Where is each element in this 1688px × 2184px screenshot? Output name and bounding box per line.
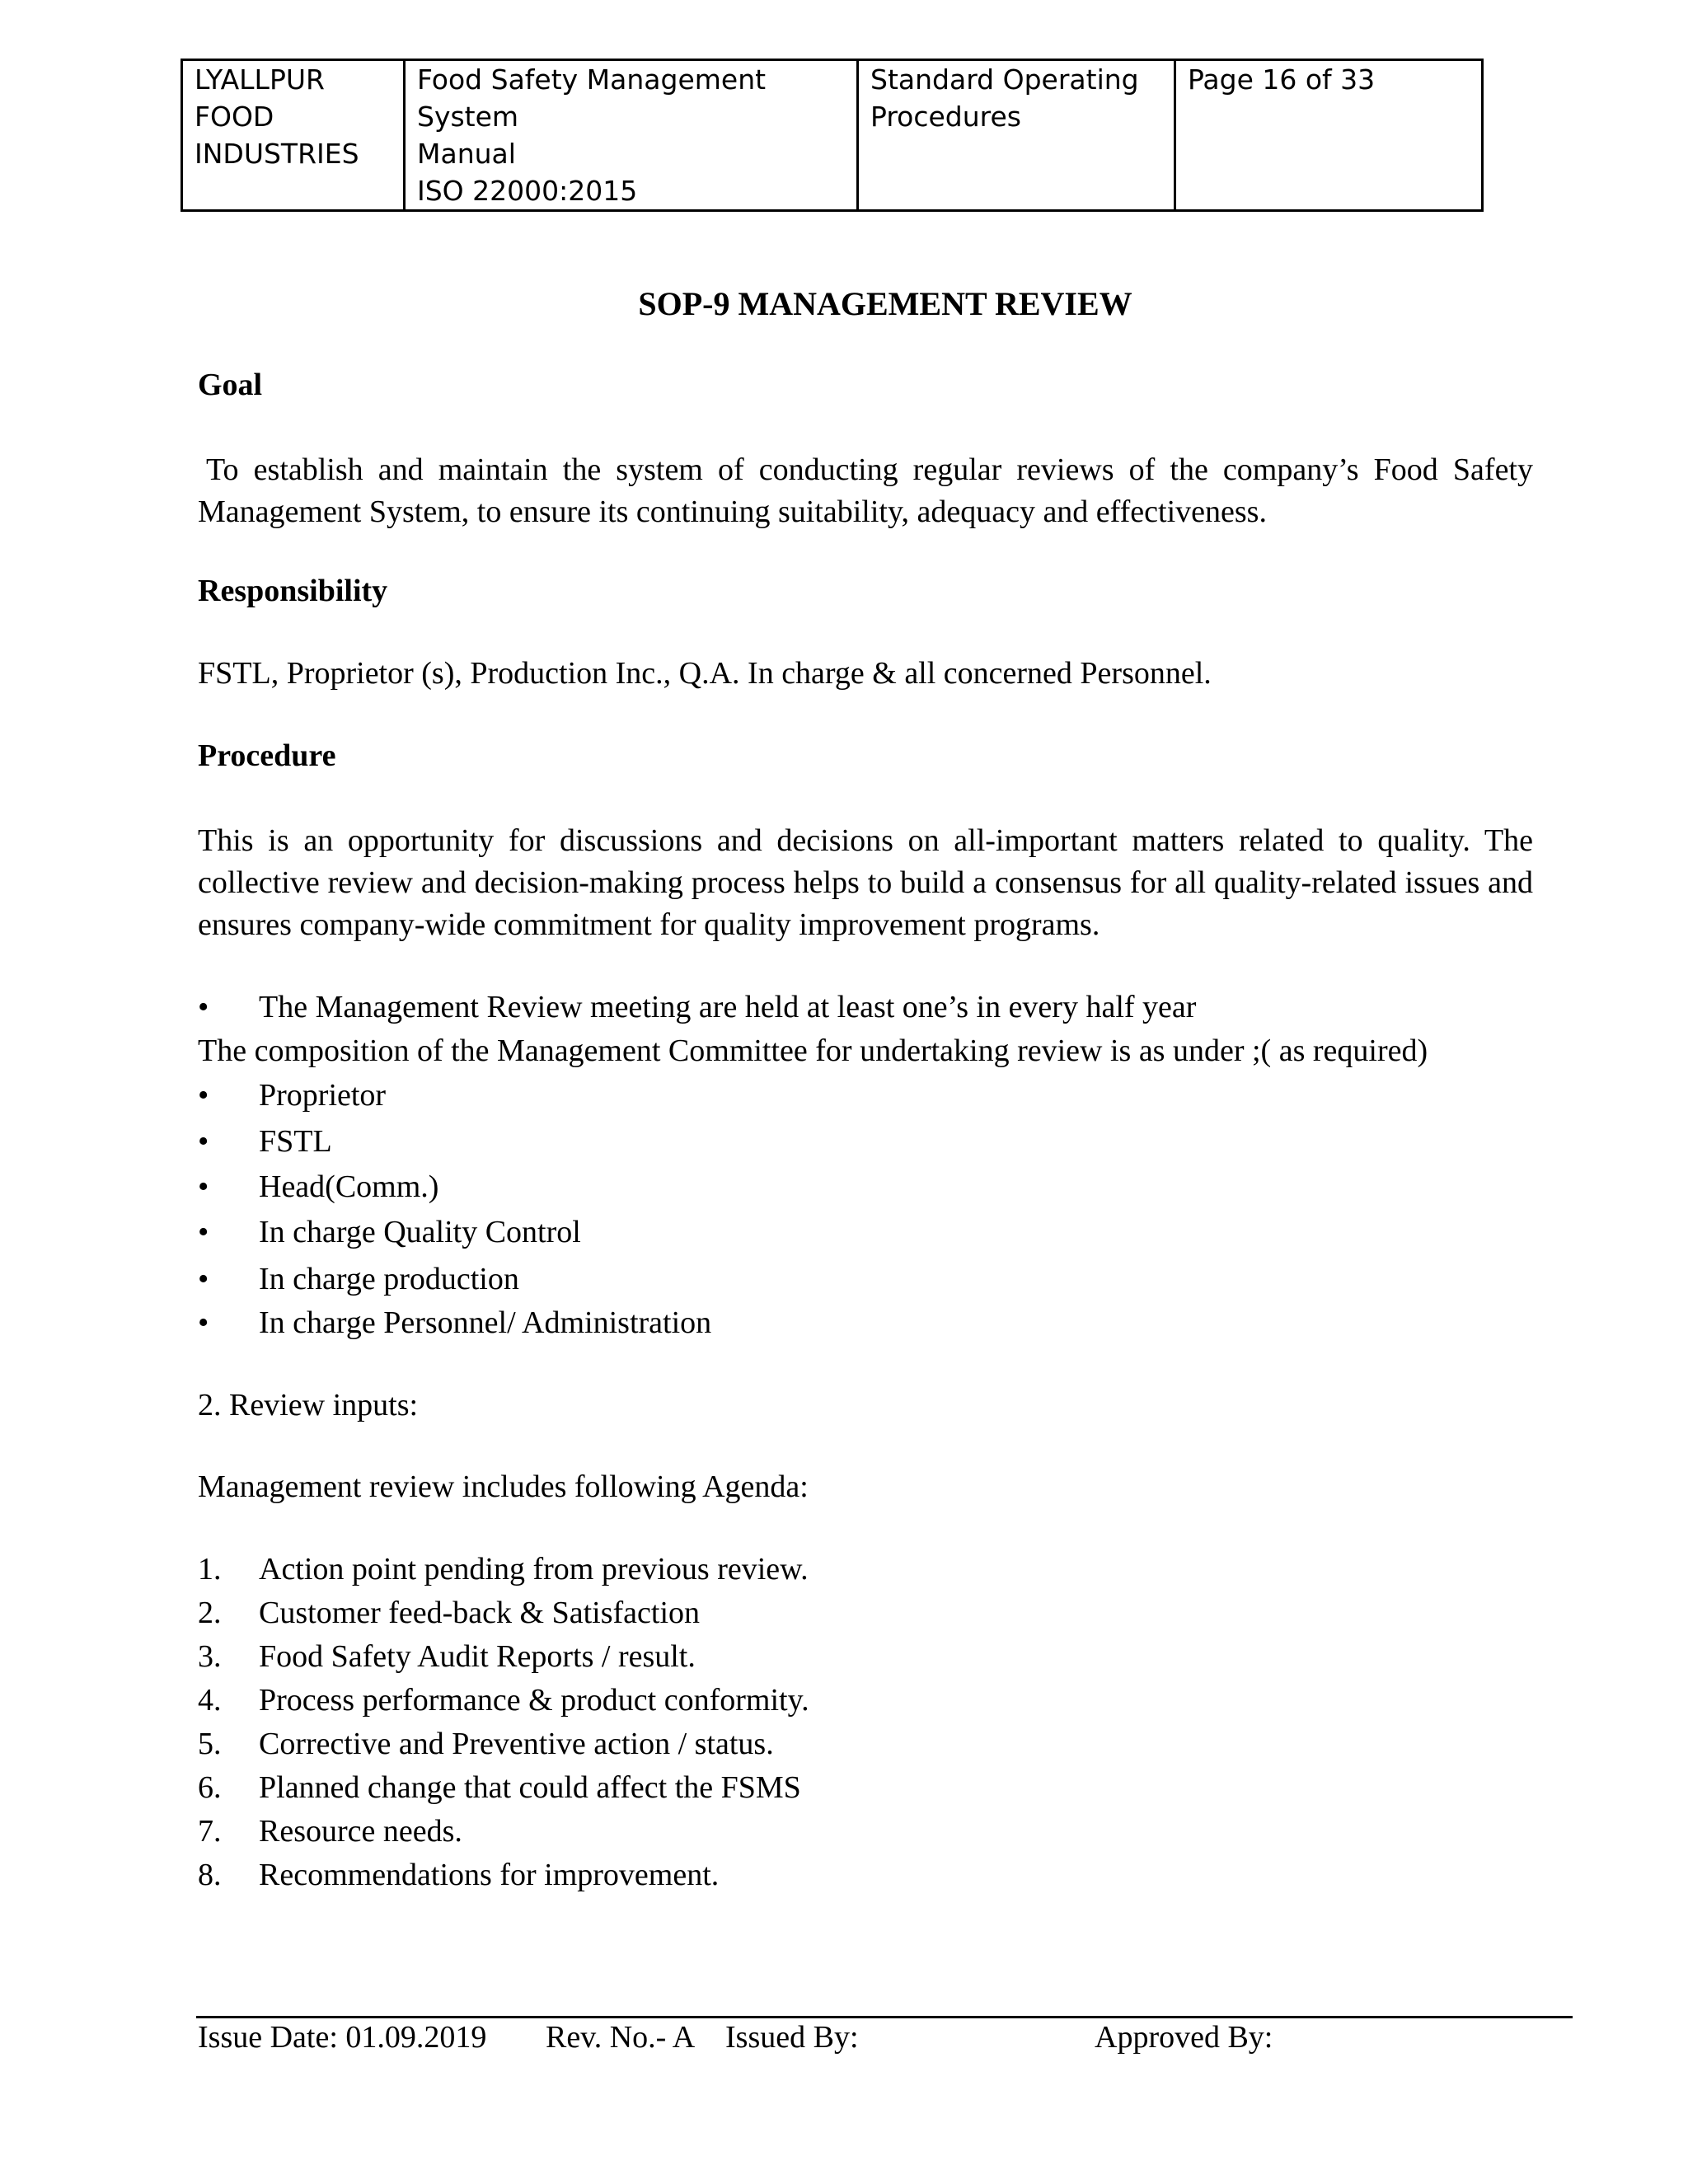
review-inputs-heading: 2. Review inputs: <box>198 1388 419 1422</box>
agenda-number: 4. <box>198 1683 222 1718</box>
agenda-number: 2. <box>198 1596 222 1630</box>
agenda-text: Resource needs. <box>259 1814 462 1849</box>
header-page-cell <box>1175 60 1483 211</box>
header-page-number: Page 16 of 33 <box>1188 63 1376 96</box>
footer-issue-date: Issue Date: 01.09.2019 <box>198 2020 487 2055</box>
responsibility-text: FSTL, Proprietor (s), Production Inc., Q.A. In charge & all concerned Personnel. <box>198 656 1212 691</box>
committee-item-text: Proprietor <box>259 1078 387 1113</box>
goal-text: To establish and maintain the system of conducting regular reviews of the company’s Food Safety Management System, to ensure its continuing suitability, adequacy and effectiveness. <box>198 452 1533 529</box>
footer-divider <box>196 2016 1573 2018</box>
footer-revision-number: Rev. No.- A <box>546 2020 696 2055</box>
committee-item-text: FSTL <box>259 1124 332 1159</box>
document-title: SOP-9 MANAGEMENT REVIEW <box>638 285 1132 322</box>
agenda-number: 8. <box>198 1858 222 1892</box>
agenda-number: 5. <box>198 1727 222 1761</box>
bullet-marker: • <box>198 1169 209 1204</box>
agenda-text: Planned change that could affect the FSMS <box>259 1770 801 1805</box>
agenda-number: 3. <box>198 1639 222 1674</box>
header-manual-title: Food Safety Management System Manual ISO 22000:2015 <box>417 63 767 207</box>
header-section: Standard Operating Procedures <box>870 63 1139 133</box>
agenda-intro: Management review includes following Agenda: <box>198 1469 809 1504</box>
footer-approved-by: Approved By: <box>1095 2020 1273 2055</box>
agenda-text: Corrective and Preventive action / status. <box>259 1727 774 1761</box>
procedure-heading: Procedure <box>198 738 336 773</box>
goal-heading: Goal <box>198 368 263 402</box>
agenda-text: Action point pending from previous review. <box>259 1552 809 1586</box>
responsibility-heading: Responsibility <box>198 574 388 608</box>
document-header-table <box>181 59 1484 212</box>
bullet-marker: • <box>198 1262 209 1296</box>
header-company: LYALLPUR FOOD INDUSTRIES <box>195 63 359 170</box>
committee-item-text: Head(Comm.) <box>259 1169 439 1204</box>
agenda-number: 7. <box>198 1814 222 1849</box>
procedure-text: This is an opportunity for discussions and decisions on all-important matters related to quality. The collective review and decision-making process helps to build a consensus for all quality-related issues and ensures company-wide commitment for quality improvement programs. <box>198 823 1533 942</box>
header-company-cell <box>182 60 405 211</box>
agenda-number: 6. <box>198 1770 222 1805</box>
bullet-marker: • <box>198 990 209 1024</box>
bullet-marker: • <box>198 1078 209 1113</box>
committee-item-text: In charge production <box>259 1262 519 1296</box>
header-section-cell <box>858 60 1175 211</box>
bullet-marker: • <box>198 1124 209 1159</box>
agenda-text: Process performance & product conformity. <box>259 1683 809 1718</box>
agenda-number: 1. <box>198 1552 222 1586</box>
agenda-text: Food Safety Audit Reports / result. <box>259 1639 696 1674</box>
agenda-text: Recommendations for improvement. <box>259 1858 720 1892</box>
footer-issued-by: Issued By: <box>725 2020 859 2055</box>
header-manual-cell <box>405 60 858 211</box>
agenda-text: Customer feed-back & Satisfaction <box>259 1596 701 1630</box>
bullet-marker: • <box>198 1305 209 1340</box>
meeting-frequency-text: The Management Review meeting are held at least one’s in every half year <box>259 990 1197 1024</box>
composition-intro: The composition of the Management Committee for undertaking review is as under ;( as required) <box>198 1033 1428 1068</box>
bullet-marker: • <box>198 1215 209 1249</box>
committee-item-text: In charge Quality Control <box>259 1215 581 1249</box>
committee-item-text: In charge Personnel/ Administration <box>259 1305 712 1340</box>
